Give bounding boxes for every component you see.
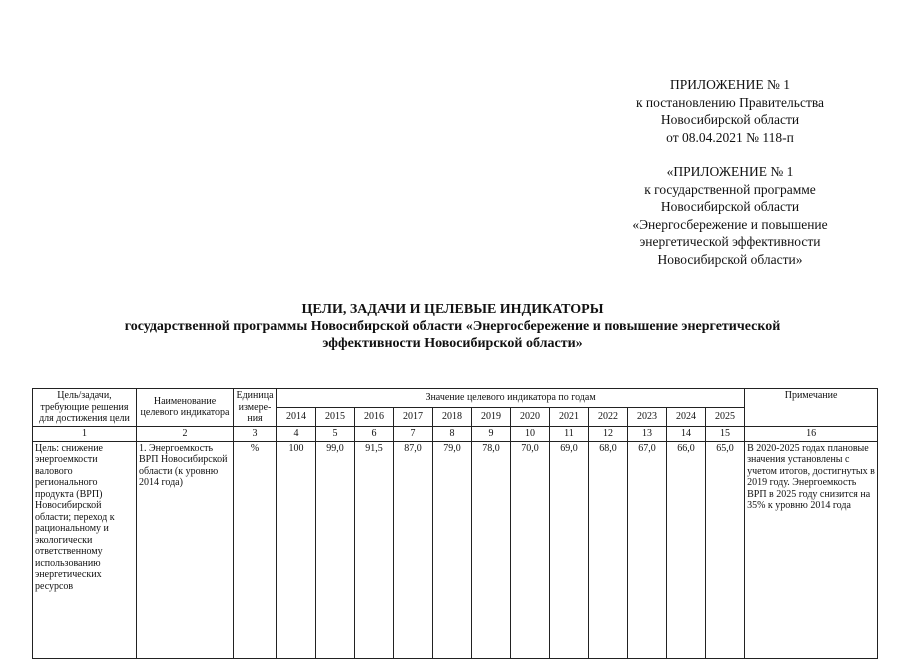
year-header: 2014 xyxy=(277,407,316,426)
year-header: 2017 xyxy=(394,407,433,426)
column-number: 3 xyxy=(234,426,277,441)
column-number-row xyxy=(33,426,878,441)
header-goal: Цель/задачи, требующие решения для достижения цели xyxy=(33,389,137,427)
year-header: 2016 xyxy=(355,407,394,426)
appendix-line: Новосибирской области xyxy=(660,112,800,127)
year-header: 2019 xyxy=(472,407,511,426)
indicator-cell: 1. Энергоемкость ВРП Новосибирской области (к уровню 2014 года) xyxy=(137,441,234,658)
appendix-line: энергетической эффективности xyxy=(639,234,821,249)
value-cell: 99,0 xyxy=(316,441,355,658)
column-number: 7 xyxy=(394,426,433,441)
document-title xyxy=(40,301,865,352)
year-header: 2015 xyxy=(316,407,355,426)
column-number: 14 xyxy=(667,426,706,441)
title-line-2: государственной программы Новосибирской области «Энергосбережение и повышение энергетической xyxy=(124,319,781,334)
appendix-line: «Энергосбережение и повышение xyxy=(632,216,828,232)
header-unit: Единица измере-ния xyxy=(234,389,277,427)
column-number: 13 xyxy=(628,426,667,441)
title-line-1: ЦЕЛИ, ЗАДАЧИ И ЦЕЛЕВЫЕ ИНДИКАТОРЫ xyxy=(301,302,604,317)
appendix-line: Новосибирской области» xyxy=(657,251,803,267)
value-cell: 66,0 xyxy=(667,441,706,658)
column-number: 4 xyxy=(277,426,316,441)
column-number: 1 xyxy=(33,426,137,441)
header-row xyxy=(33,389,878,408)
header-values-group: Значение целевого индикатора по годам xyxy=(277,389,745,408)
column-number: 12 xyxy=(589,426,628,441)
year-header: 2021 xyxy=(550,407,589,426)
appendix-line: ПРИЛОЖЕНИЕ № 1 xyxy=(669,77,791,92)
value-cell: 79,0 xyxy=(433,441,472,658)
value-cell: 87,0 xyxy=(394,441,433,658)
value-cell: 65,0 xyxy=(706,441,745,658)
year-header: 2018 xyxy=(433,407,472,426)
value-cell: 67,0 xyxy=(628,441,667,658)
goal-cell: Цель: снижение энергоемкости валового регионального продукта (ВРП) Новосибирской области; переход к рациональному и экологически ответственному использованию энергетических ресурсов xyxy=(33,441,137,658)
column-number: 8 xyxy=(433,426,472,441)
value-cell: 100 xyxy=(277,441,316,658)
column-number: 10 xyxy=(511,426,550,441)
appendix-block xyxy=(580,76,880,268)
column-number: 5 xyxy=(316,426,355,441)
column-number: 11 xyxy=(550,426,589,441)
appendix-spacer xyxy=(580,146,880,163)
appendix-line: Новосибирской области xyxy=(660,199,800,214)
column-number: 16 xyxy=(745,426,878,441)
indicators-table xyxy=(32,388,878,659)
year-header: 2024 xyxy=(667,407,706,426)
header-indicator: Наименование целевого индикатора xyxy=(137,389,234,427)
appendix-line: к постановлению Правительства xyxy=(635,94,825,110)
header-note: Примечание xyxy=(745,389,878,427)
year-header: 2022 xyxy=(589,407,628,426)
column-number: 6 xyxy=(355,426,394,441)
unit-cell: % xyxy=(234,441,277,658)
table-row xyxy=(33,441,878,658)
value-cell: 91,5 xyxy=(355,441,394,658)
value-cell: 70,0 xyxy=(511,441,550,658)
year-header: 2020 xyxy=(511,407,550,426)
column-number: 9 xyxy=(472,426,511,441)
year-header: 2025 xyxy=(706,407,745,426)
value-cell: 68,0 xyxy=(589,441,628,658)
column-number: 15 xyxy=(706,426,745,441)
column-number: 2 xyxy=(137,426,234,441)
appendix-line: к государственной программе xyxy=(644,181,816,197)
appendix-line: «ПРИЛОЖЕНИЕ № 1 xyxy=(666,164,794,179)
value-cell: 78,0 xyxy=(472,441,511,658)
note-cell: В 2020-2025 годах плановые значения установлены с учетом итогов, достигнутых в 2019 году. Энергоемкость ВРП в 2025 году снизится на 35% к уровню 2014 года xyxy=(745,441,878,658)
year-header: 2023 xyxy=(628,407,667,426)
appendix-line: от 08.04.2021 № 118-п xyxy=(666,129,794,145)
title-line-3: эффективности Новосибирской области» xyxy=(322,336,583,351)
value-cell: 69,0 xyxy=(550,441,589,658)
